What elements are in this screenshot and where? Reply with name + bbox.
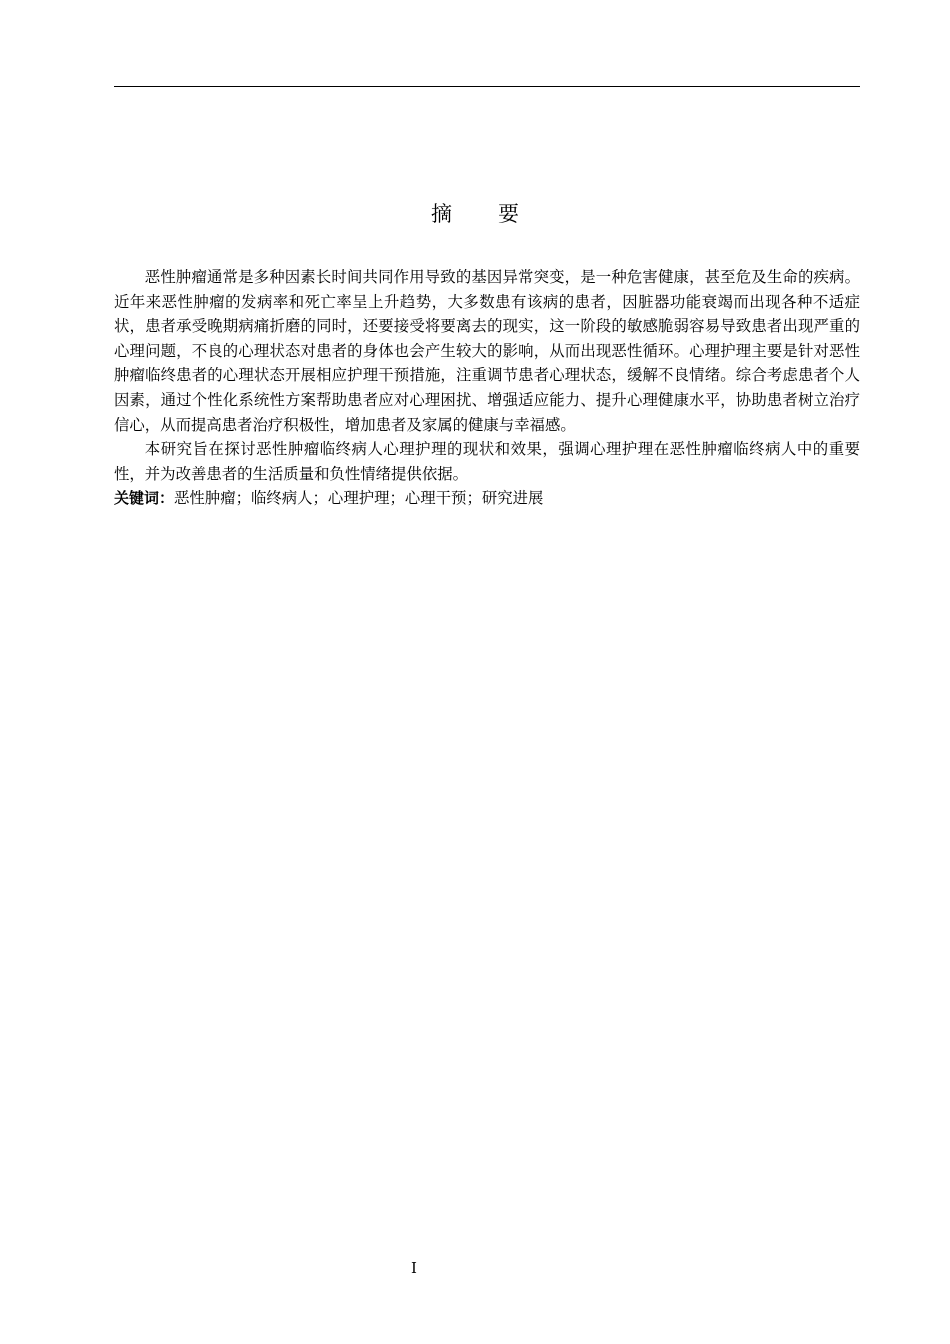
keywords-text: 恶性肿瘤；临终病人；心理护理；心理干预；研究进展 (174, 489, 544, 508)
header-rule (114, 86, 860, 87)
abstract-title-char-1: 摘 (431, 202, 452, 226)
abstract-paragraph-2: 本研究旨在探讨恶性肿瘤临终病人心理护理的现状和效果，强调心理护理在恶性肿瘤临终病人中的重要性，并为改善患者的生活质量和负性情绪提供依据。 (114, 440, 860, 483)
abstract-paragraph-1: 恶性肿瘤通常是多种因素长时间共同作用导致的基因异常突变，是一种危害健康，甚至危及生命的疾病。近年来恶性肿瘤的发病率和死亡率呈上升趋势，大多数患有该病的患者，因脏器功能衰竭而出现各种不适症状，患者承受晚期病痛折磨的同时，还要接受将要离去的现实，这一阶段的敏感脆弱容易导致患者出现严重的心理问题，不良的心理状态对患者的身体也会产生较大的影响，从而出现恶性循环。心理护理主要是针对恶性肿瘤临终患者的心理状态开展相应护理干预措施，注重调节患者心理状态，缓解不良情绪。综合考虑患者个人因素，通过个性化系统性方案帮助患者应对心理困扰、增强适应能力、提升心理健康水平，协助患者树立治疗信心，从而提高患者治疗积极性，增加患者及家属的健康与幸福感。 (114, 268, 860, 434)
abstract-title-char-2: 要 (498, 202, 519, 226)
keywords-line (114, 486, 860, 511)
keywords-label: 关键词： (114, 489, 175, 508)
page-number: I (411, 1259, 417, 1277)
abstract-title (0, 200, 950, 228)
abstract-body (114, 265, 860, 511)
